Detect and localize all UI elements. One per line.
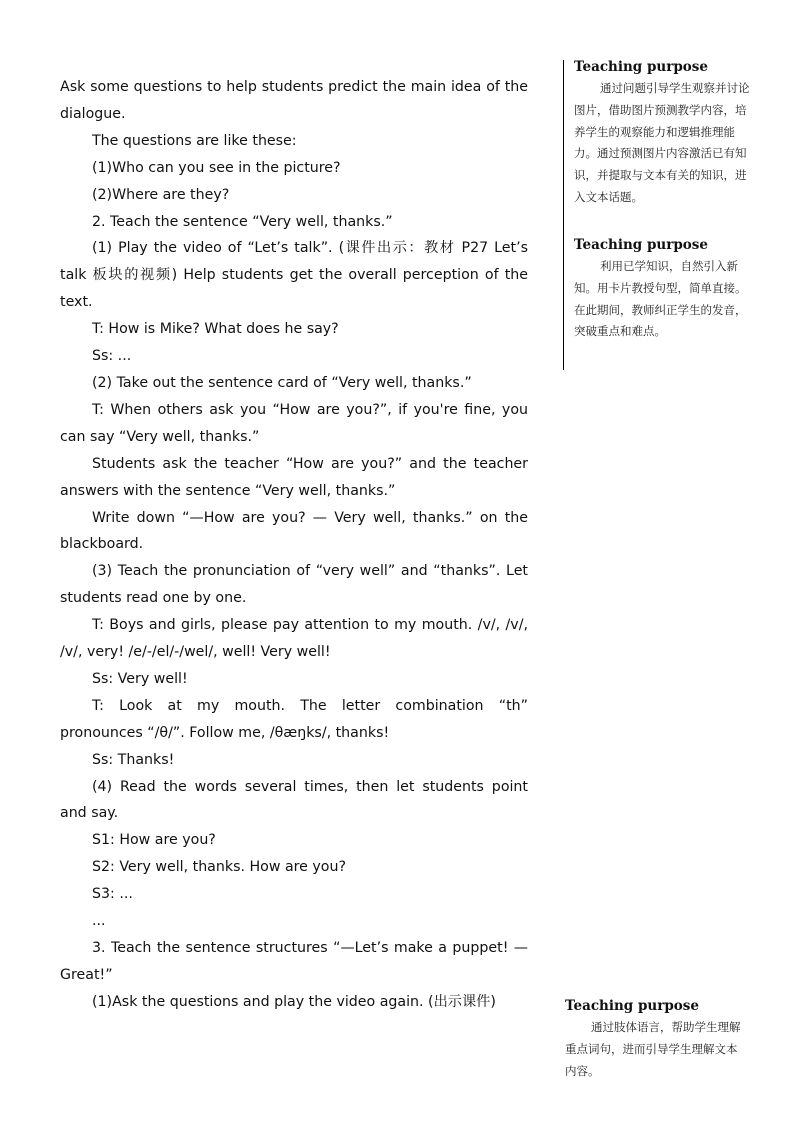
note-title: Teaching purpose: [574, 59, 708, 75]
paragraph: (4) Read the words several times, then let students point and say.: [60, 778, 528, 822]
paragraph: (2) Take out the sentence card of “Very well, thanks.”: [92, 374, 472, 391]
paragraph: T: Look at my mouth. The letter combination “th” pronounces “/θ/”. Follow me, /θæŋks/, thanks!: [60, 697, 528, 741]
paragraph: Students ask the teacher “How are you?” and the teacher answers with the sentence “Very well, thanks.”: [60, 455, 528, 499]
paragraph: The questions are like these:: [92, 132, 297, 149]
paragraph: Ask some questions to help students predict the main idea of the dialogue.: [60, 79, 528, 122]
teaching-purpose-note-3: [565, 995, 741, 1082]
paragraph: (2)Where are they?: [92, 186, 230, 203]
teaching-purpose-note-1: [574, 56, 750, 209]
note-text: 利用已学知识，自然引入新知。用卡片教授句型，简单直接。在此期间，教师纠正学生的发音，突破重点和难点。: [574, 259, 747, 339]
section-heading: 3. Teach the sentence structures “—Let’s make a puppet! —Great!”: [60, 940, 528, 983]
paragraph: (1)Who can you see in the picture?: [92, 159, 341, 176]
paragraph: Ss: ...: [92, 348, 132, 365]
paragraph: ...: [92, 913, 106, 930]
section-heading: 2. Teach the sentence “Very well, thanks.”: [92, 213, 393, 230]
paragraph: Ss: Thanks!: [92, 751, 175, 768]
paragraph: T: When others ask you “How are you?”, if you're fine, you can say “Very well, thanks.”: [60, 401, 528, 445]
paragraph: Ss: Very well!: [92, 670, 188, 687]
paragraph: (3) Teach the pronunciation of “very well” and “thanks”. Let students read one by one.: [60, 563, 528, 607]
lesson-procedure-text: [60, 74, 528, 1016]
note-text: 通过问题引导学生观察并讨论图片，借助图片预测教学内容，培养学生的观察能力和逻辑推理能力。通过预测图片内容激活已有知识，并提取与文本有关的知识，进入文本话题。: [574, 81, 750, 204]
paragraph: (1) Play the video of “Let’s talk”. (课件出示：教材 P27 Let’s talk 板块的视频) Help students get the overall perception of the text.: [60, 240, 528, 311]
sidebar-divider: [563, 60, 564, 370]
paragraph: S2: Very well, thanks. How are you?: [92, 859, 347, 876]
paragraph: S3: ...: [92, 886, 133, 903]
note-title: Teaching purpose: [565, 998, 699, 1014]
paragraph: Write down “—How are you? — Very well, thanks.” on the blackboard.: [60, 509, 528, 553]
paragraph: S1: How are you?: [92, 832, 216, 849]
paragraph: T: How is Mike? What does he say?: [92, 321, 339, 338]
teaching-purpose-note-2: [574, 234, 750, 343]
paragraph: T: Boys and girls, please pay attention to my mouth. /v/, /v/, /v/, very! /e/-/el/-/wel/, well! Very well!: [60, 617, 528, 661]
note-title: Teaching purpose: [574, 237, 708, 253]
note-text: 通过肢体语言，帮助学生理解重点词句，进而引导学生理解文本内容。: [565, 1020, 741, 1078]
paragraph: (1)Ask the questions and play the video again. (出示课件): [92, 993, 496, 1010]
